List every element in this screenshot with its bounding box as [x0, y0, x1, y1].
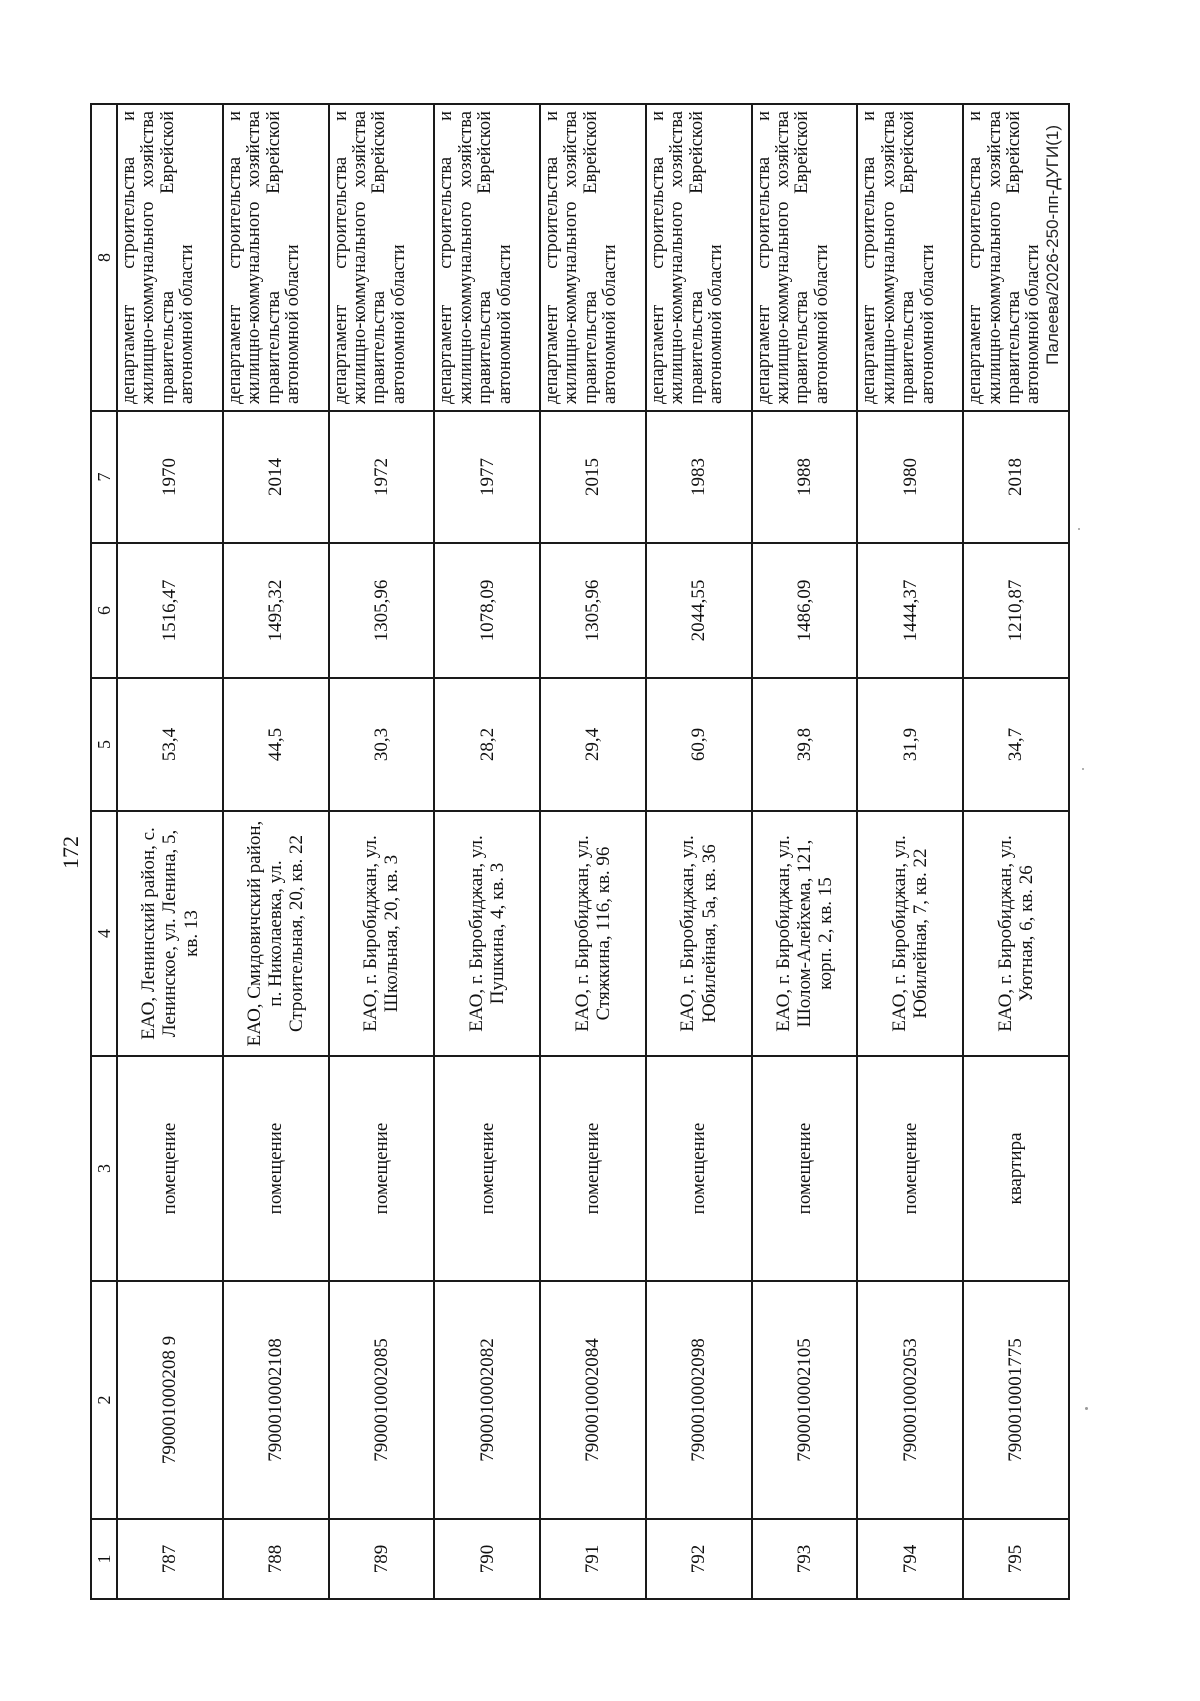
cadastral-code: 7900010002098	[646, 1281, 752, 1519]
rotated-page	[0, 55, 1145, 1650]
construction-year: 2015	[540, 411, 646, 543]
table-row	[752, 104, 858, 1599]
property-type: квартира	[963, 1056, 1069, 1281]
column-header: 7	[91, 411, 117, 543]
property-type: помещение	[117, 1056, 223, 1281]
property-type: помещение	[329, 1056, 435, 1281]
column-header: 3	[91, 1056, 117, 1281]
construction-year: 1972	[329, 411, 435, 543]
column-header: 4	[91, 811, 117, 1056]
cadastral-code: 7900010002085	[329, 1281, 435, 1519]
property-value: 1516,47	[117, 543, 223, 678]
scan-speck	[1085, 1407, 1088, 1410]
property-area: 53,4	[117, 678, 223, 811]
property-type: помещение	[223, 1056, 329, 1281]
right-holder: департамент строительства и жилищно-коммунального хозяйства правительства Еврейской автономной области	[540, 104, 646, 411]
table-row	[329, 104, 435, 1599]
table-row	[857, 104, 963, 1599]
property-type: помещение	[646, 1056, 752, 1281]
right-holder: департамент строительства и жилищно-коммунального хозяйства правительства Еврейской автономной области	[963, 104, 1069, 411]
property-address: ЕАО, г. Биробиджан, ул. Пушкина, 4, кв. 3	[434, 811, 540, 1056]
row-number: 790	[434, 1519, 540, 1599]
row-number: 794	[857, 1519, 963, 1599]
cadastral-code: 7900010001775	[963, 1281, 1069, 1519]
property-area: 30,3	[329, 678, 435, 811]
property-value: 1486,09	[752, 543, 858, 678]
property-area: 28,2	[434, 678, 540, 811]
property-area: 60,9	[646, 678, 752, 811]
column-header: 1	[91, 1519, 117, 1599]
property-address: ЕАО, Ленинский район, с. Ленинское, ул. Ленина, 5, кв. 13	[117, 811, 223, 1056]
construction-year: 1983	[646, 411, 752, 543]
construction-year: 1977	[434, 411, 540, 543]
property-area: 29,4	[540, 678, 646, 811]
row-number: 788	[223, 1519, 329, 1599]
property-address: ЕАО, г. Биробиджан, ул. Школьная, 20, кв. 3	[329, 811, 435, 1056]
construction-year: 1988	[752, 411, 858, 543]
right-holder: департамент строительства и жилищно-коммунального хозяйства правительства Еврейской автономной области	[117, 104, 223, 411]
row-number: 793	[752, 1519, 858, 1599]
document-reference: Палеева/2026-250-пп-ДУГИ(1)	[1043, 125, 1062, 365]
cadastral-code: 7900010002084	[540, 1281, 646, 1519]
cadastral-code: 7900010002108	[223, 1281, 329, 1519]
property-value: 1305,96	[540, 543, 646, 678]
column-header: 6	[91, 543, 117, 678]
page-number: 172	[58, 836, 83, 869]
table-row	[540, 104, 646, 1599]
property-type: помещение	[752, 1056, 858, 1281]
row-number: 787	[117, 1519, 223, 1599]
property-address: ЕАО, г. Биробиджан, ул. Юбилейная, 5а, кв. 36	[646, 811, 752, 1056]
property-table	[90, 103, 1070, 1600]
right-holder: департамент строительства и жилищно-коммунального хозяйства правительства Еврейской автономной области	[223, 104, 329, 411]
table-row	[117, 104, 223, 1599]
scan-speck	[1082, 768, 1084, 770]
right-holder: департамент строительства и жилищно-коммунального хозяйства правительства Еврейской автономной области	[434, 104, 540, 411]
property-address: ЕАО, г. Биробиджан, ул. Уютная, 6, кв. 26	[963, 811, 1069, 1056]
construction-year: 2018	[963, 411, 1069, 543]
property-area: 39,8	[752, 678, 858, 811]
column-header: 2	[91, 1281, 117, 1519]
column-header: 5	[91, 678, 117, 811]
property-value: 1444,37	[857, 543, 963, 678]
property-area: 44,5	[223, 678, 329, 811]
right-holder: департамент строительства и жилищно-коммунального хозяйства правительства Еврейской автономной области	[857, 104, 963, 411]
property-value: 1495,32	[223, 543, 329, 678]
right-holder: департамент строительства и жилищно-коммунального хозяйства правительства Еврейской автономной области	[646, 104, 752, 411]
column-header: 8	[91, 104, 117, 411]
cadastral-code: 7900010002082	[434, 1281, 540, 1519]
table-row	[646, 104, 752, 1599]
row-number: 792	[646, 1519, 752, 1599]
cadastral-code: 7900010002105	[752, 1281, 858, 1519]
table-row	[434, 104, 540, 1599]
property-area: 34,7	[963, 678, 1069, 811]
property-value: 1078,09	[434, 543, 540, 678]
construction-year: 1970	[117, 411, 223, 543]
cadastral-code: 7900010002053	[857, 1281, 963, 1519]
header-row	[91, 104, 117, 1599]
property-address: ЕАО, г. Биробиджан, ул. Юбилейная, 7, кв. 22	[857, 811, 963, 1056]
property-value: 2044,55	[646, 543, 752, 678]
cadastral-code: 790001000208 9	[117, 1281, 223, 1519]
property-type: помещение	[540, 1056, 646, 1281]
property-address: ЕАО, Смидовичский район, п. Николаевка, ул. Строительная, 20, кв. 22	[223, 811, 329, 1056]
right-holder: департамент строительства и жилищно-коммунального хозяйства правительства Еврейской автономной области	[329, 104, 435, 411]
property-value: 1210,87	[963, 543, 1069, 678]
construction-year: 2014	[223, 411, 329, 543]
property-type: помещение	[857, 1056, 963, 1281]
row-number: 791	[540, 1519, 646, 1599]
table-row	[223, 104, 329, 1599]
property-type: помещение	[434, 1056, 540, 1281]
row-number: 795	[963, 1519, 1069, 1599]
construction-year: 1980	[857, 411, 963, 543]
property-value: 1305,96	[329, 543, 435, 678]
row-number: 789	[329, 1519, 435, 1599]
property-address: ЕАО, г. Биробиджан, ул. Шолом-Алейхема, 121, корп. 2, кв. 15	[752, 811, 858, 1056]
property-area: 31,9	[857, 678, 963, 811]
scan-speck	[1078, 528, 1080, 530]
right-holder: департамент строительства и жилищно-коммунального хозяйства правительства Еврейской автономной области	[752, 104, 858, 411]
property-address: ЕАО, г. Биробиджан, ул. Стяжкина, 116, кв. 96	[540, 811, 646, 1056]
